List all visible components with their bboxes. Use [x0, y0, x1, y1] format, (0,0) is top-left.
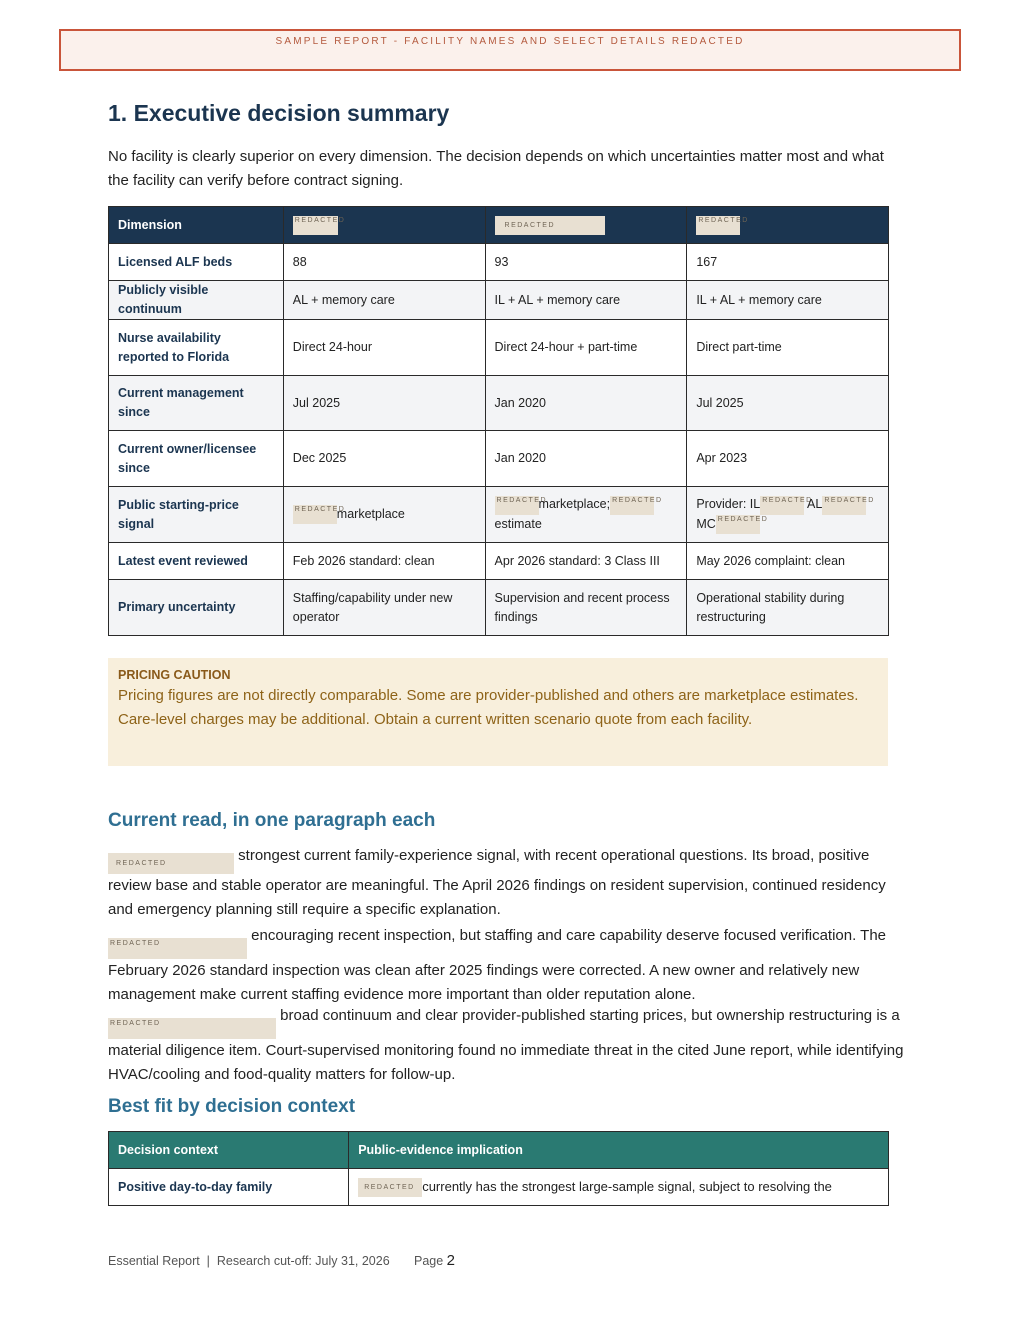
cell-c: Operational stability during restructuring [687, 580, 889, 636]
redacted-mark: REDACTED [716, 515, 760, 534]
footer-cutoff: Research cut-off: July 31, 2026 [216, 1254, 390, 1268]
redaction-banner [59, 29, 961, 71]
price-source-b-estimate: estimate [494, 516, 542, 531]
cell-c: Apr 2023 [687, 431, 889, 487]
caution-title: PRICING CAUTION [118, 668, 231, 682]
cell-b: Apr 2026 standard: 3 Class III [485, 543, 687, 580]
footer-page-number: 2 [446, 1252, 456, 1269]
price-il: Provider: IL [696, 497, 761, 512]
row-context: Positive day-to-day family [109, 1169, 349, 1206]
header-implication: Public-evidence implication [349, 1132, 889, 1169]
redacted-mark: REDACTED [293, 216, 338, 235]
facility-paragraph [108, 1004, 908, 1086]
paragraph-text: broad continuum and clear provider-published starting prices, but ownership restructuring is a material diligence item. Court-supervised monitoring found no immediate threat in the cited June report, while identifying HVAC/cooling and food-quality matters for follow-up. [108, 1007, 904, 1083]
implication-text: currently has the strongest large-sample signal, subject to resolving the [422, 1178, 832, 1194]
redacted-mark: REDACTED [358, 1178, 422, 1197]
best-fit-heading: Best fit by decision context [108, 1096, 356, 1117]
banner-text: SAMPLE REPORT - FACILITY NAMES AND SELECT DETAILS REDACTED [275, 36, 745, 47]
header-facility-c [687, 207, 889, 244]
price-source-a: marketplace [336, 506, 405, 521]
header-dimension: Dimension [109, 207, 284, 244]
facility-paragraph [108, 924, 908, 1006]
row-label: Latest event reviewed [109, 543, 284, 580]
table-row [109, 431, 889, 487]
footer-page-label: Page [413, 1254, 444, 1268]
section-heading: 1. Executive decision summary [108, 100, 450, 126]
cell-b: Direct 24-hour + part-time [485, 320, 687, 376]
row-implication [349, 1169, 889, 1206]
cell-a: 88 [283, 244, 485, 281]
price-source-b: marketplace; [538, 497, 611, 512]
header-decision-context: Decision context [109, 1132, 349, 1169]
cell-a: Feb 2026 standard: clean [283, 543, 485, 580]
redacted-mark: REDACTED [760, 496, 804, 515]
table-header-row [109, 207, 889, 244]
header-facility-a [283, 207, 485, 244]
cell-c [687, 487, 889, 543]
footer-separator: | [206, 1254, 210, 1268]
table-row [109, 281, 889, 320]
row-label: Publicly visible continuum [109, 281, 284, 320]
cell-b: Jan 2020 [485, 376, 687, 431]
row-label: Current management since [109, 376, 284, 431]
redacted-mark: REDACTED [108, 1018, 276, 1039]
page-footer [108, 1252, 455, 1269]
cell-c: Direct part-time [687, 320, 889, 376]
cell-a: Jul 2025 [283, 376, 485, 431]
redacted-mark: REDACTED [495, 216, 605, 235]
redacted-mark: REDACTED [108, 853, 234, 874]
cell-a: AL + memory care [283, 281, 485, 320]
table-row [109, 320, 889, 376]
redacted-mark: REDACTED [822, 496, 866, 515]
table-row [109, 487, 889, 543]
cell-c: IL + AL + memory care [687, 281, 889, 320]
redacted-mark: REDACTED [696, 216, 740, 235]
row-label: Current owner/licensee since [109, 431, 284, 487]
table-row [109, 543, 889, 580]
cell-b [485, 487, 687, 543]
table-row [109, 376, 889, 431]
intro-paragraph: No facility is clearly superior on every dimension. The decision depends on which uncertainties matter most and what the facility can verify before contract signing. [108, 148, 884, 189]
cell-c: May 2026 complaint: clean [687, 543, 889, 580]
table-row [109, 1169, 889, 1206]
header-facility-b [485, 207, 687, 244]
redacted-mark: REDACTED [108, 938, 247, 959]
cell-a [283, 487, 485, 543]
cell-b: 93 [485, 244, 687, 281]
footer-report-name: Essential Report [108, 1254, 200, 1268]
table-row [109, 244, 889, 281]
redacted-mark: REDACTED [293, 505, 337, 524]
cell-a: Staffing/capability under new operator [283, 580, 485, 636]
cell-a: Direct 24-hour [283, 320, 485, 376]
cell-a: Dec 2025 [283, 431, 485, 487]
cell-c: 167 [687, 244, 889, 281]
cell-b: IL + AL + memory care [485, 281, 687, 320]
row-label: Primary uncertainty [109, 580, 284, 636]
row-label: Public starting-price signal [109, 487, 284, 543]
facility-paragraph [108, 844, 908, 921]
price-mc: MC [696, 516, 716, 531]
caution-body: Pricing figures are not directly comparable. Some are provider-published and others are marketplace estimates. Care-level charges may be additional. Obtain a current written scenario quote from each facility. [118, 687, 859, 728]
redacted-mark: REDACTED [495, 496, 539, 515]
redacted-mark: REDACTED [610, 496, 654, 515]
cell-b: Supervision and recent process findings [485, 580, 687, 636]
table-row [109, 580, 889, 636]
pricing-caution-callout [108, 658, 888, 766]
summary-table [108, 206, 889, 636]
row-label: Licensed ALF beds [109, 244, 284, 281]
current-read-heading: Current read, in one paragraph each [108, 810, 436, 831]
cell-b: Jan 2020 [485, 431, 687, 487]
paragraph-text: strongest current family-experience signal, with recent operational questions. Its broad, positive review base and stable operator are meaningful. The April 2026 findings on resident supervision, continued residency and emergency planning still require a specific explanation. [108, 847, 886, 918]
paragraph-text: encouraging recent inspection, but staffing and care capability deserve focused verification. The February 2026 standard inspection was clean after 2025 findings were corrected. A new owner and relatively new management make current staffing evidence more important than older reputation alone. [108, 927, 887, 1003]
row-label: Nurse availability reported to Florida [109, 320, 284, 376]
best-fit-table [108, 1131, 889, 1206]
table-header-row [109, 1132, 889, 1169]
price-al: AL [807, 497, 823, 512]
cell-c: Jul 2025 [687, 376, 889, 431]
